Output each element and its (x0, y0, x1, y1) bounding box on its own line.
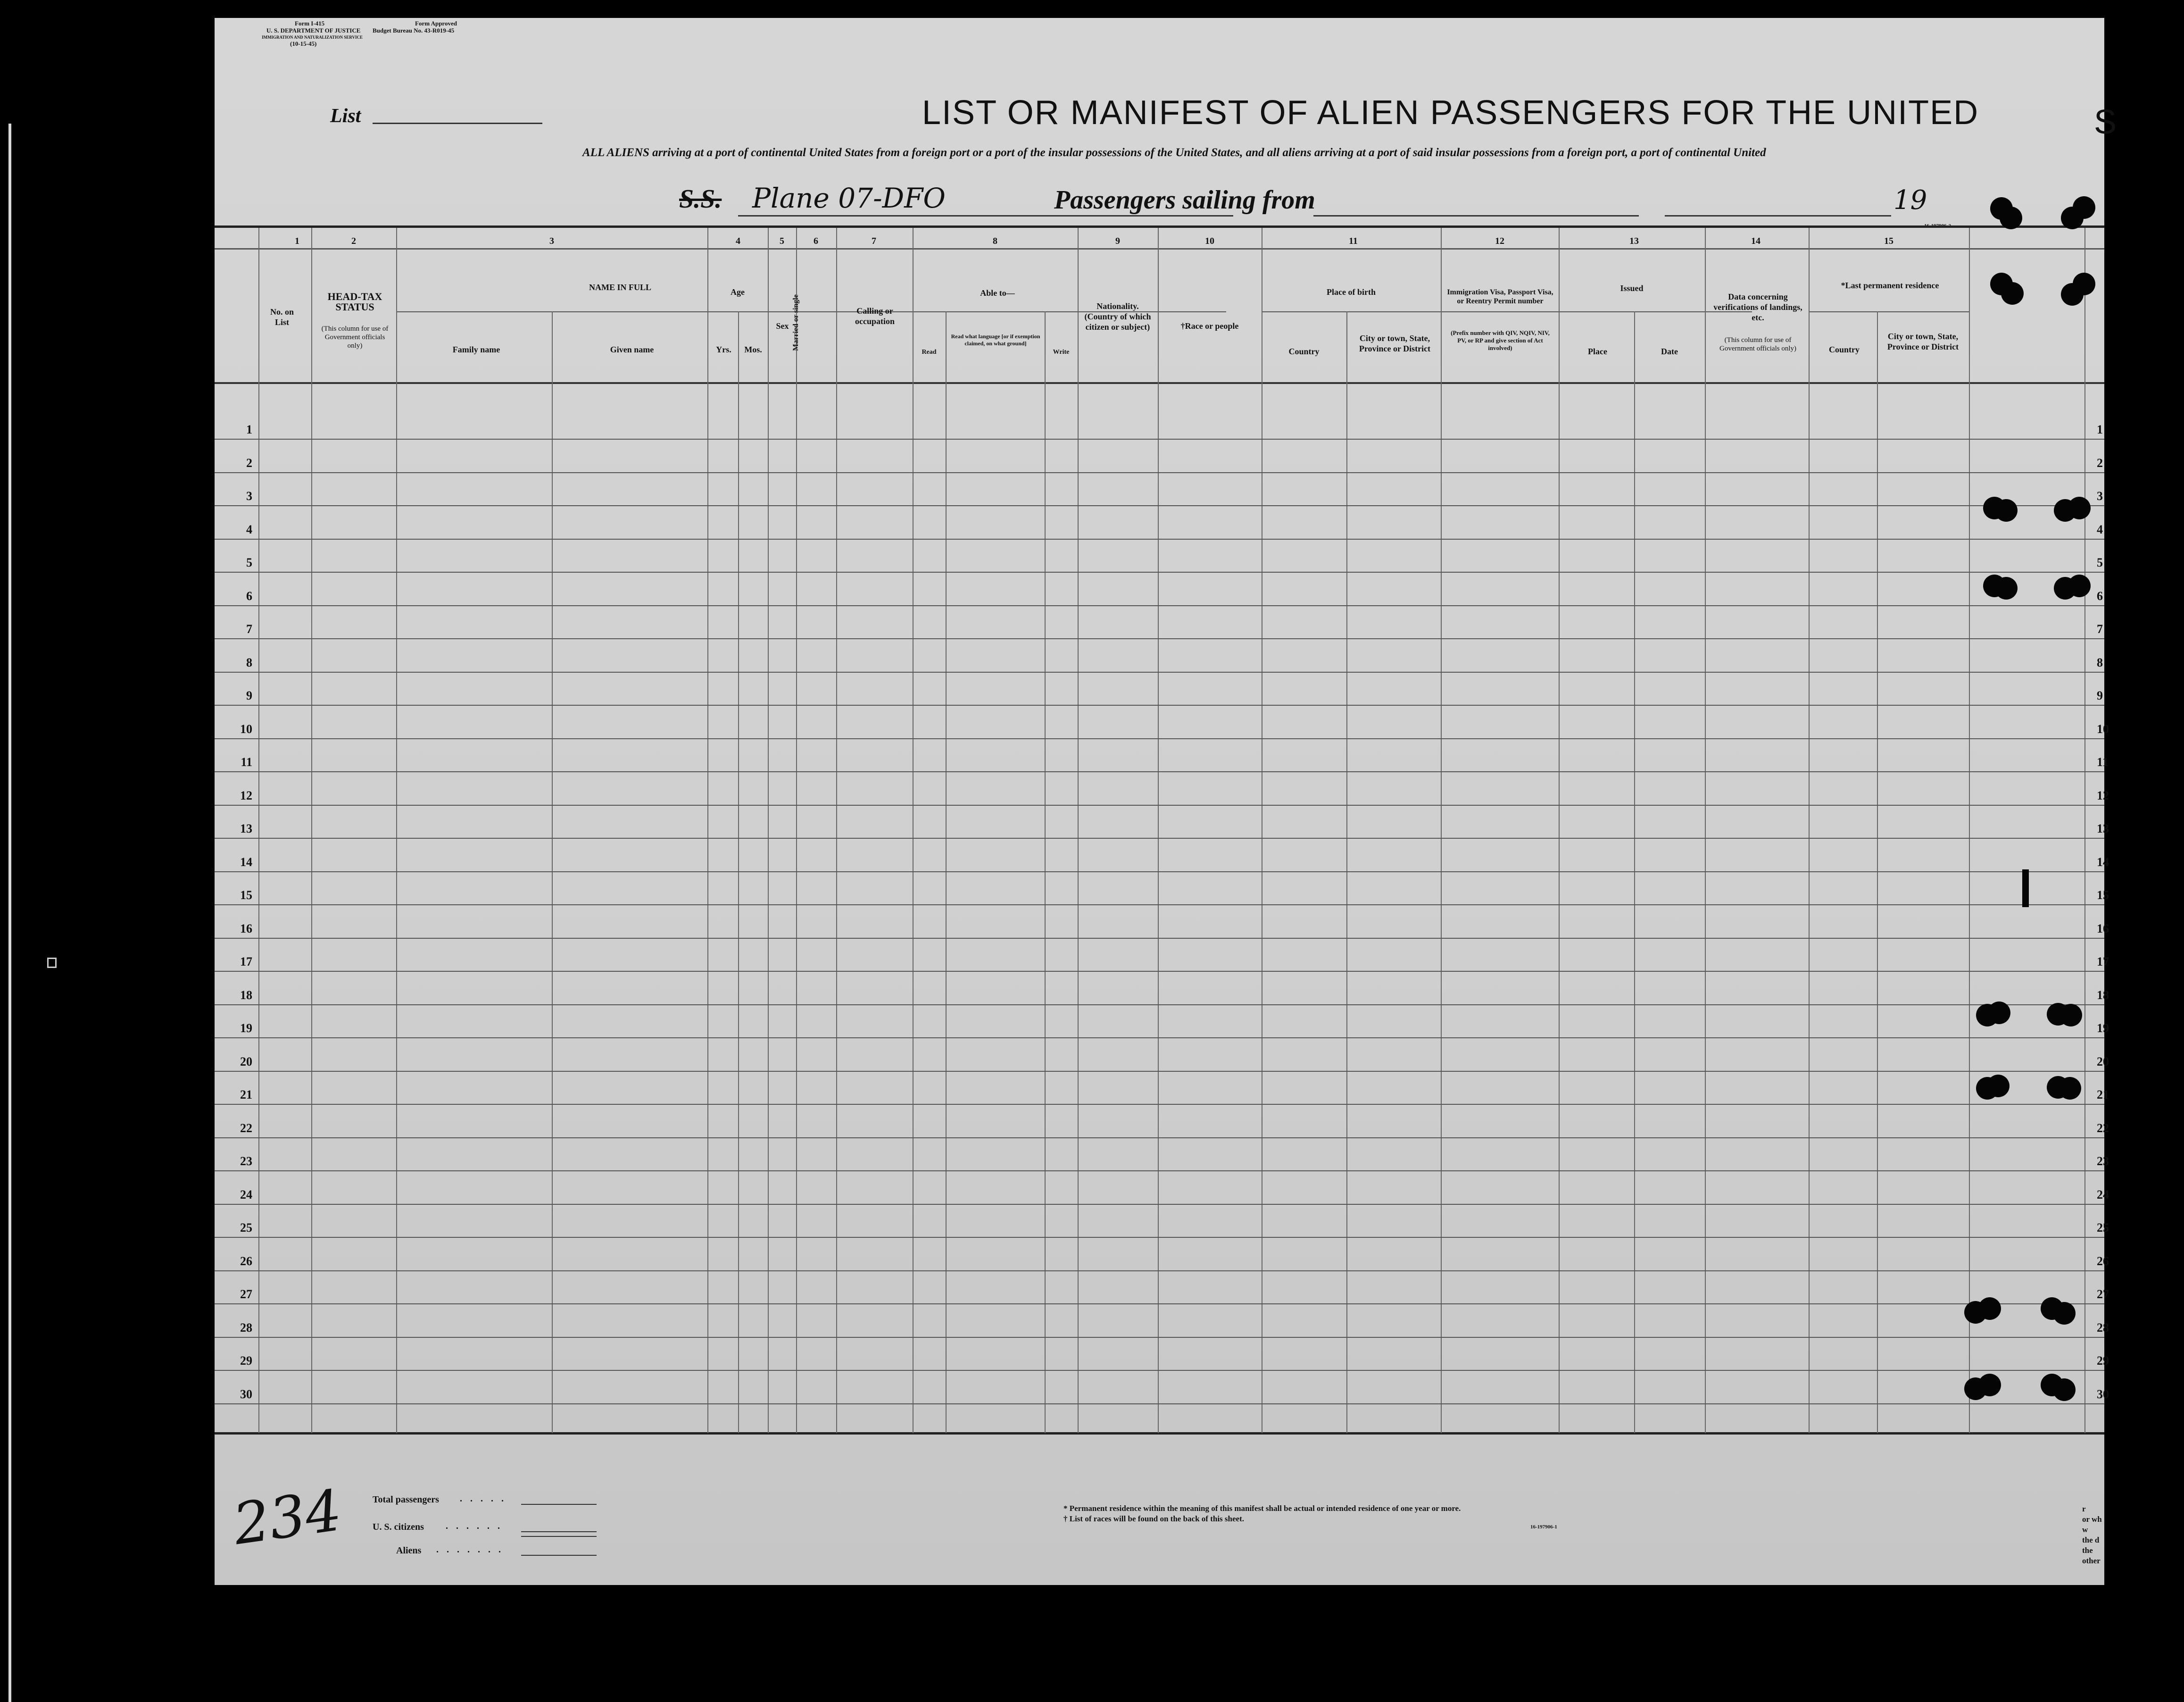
sailing-label: Passengers sailing from (1054, 185, 1315, 215)
row-number-right: 11 (2097, 755, 2109, 769)
colnum-10: 10 (1205, 236, 1214, 246)
hdr-head-tax-note: (This column for use of Government officials only) (321, 325, 389, 350)
row-number-right: 28 (2097, 1321, 2109, 1335)
punch-hole (2053, 1302, 2076, 1325)
colnum-9: 9 (1115, 236, 1120, 246)
row-number-right: 6 (2097, 589, 2103, 603)
header-bottom-border (215, 382, 2104, 384)
header-top-border (215, 225, 2104, 228)
table-row (215, 871, 2104, 872)
row-number: 26 (240, 1254, 252, 1268)
col-line-res-city (1877, 311, 1878, 1433)
table-row (215, 938, 2104, 939)
row-number-right: 21 (2097, 1088, 2109, 1101)
hdr-data-note: (This column for use of Government officials only) (1719, 336, 1796, 352)
row-number-right: 10 (2097, 722, 2109, 736)
row-number-right: 27 (2097, 1287, 2109, 1301)
right-edge-line: the d (2082, 1535, 2100, 1544)
colnum-8: 8 (993, 236, 997, 246)
row-number: 18 (240, 988, 252, 1002)
row-number: 21 (240, 1088, 252, 1101)
scan-edge-line (8, 124, 11, 1702)
col-line-issued (1559, 228, 1560, 1433)
hdr-nationality: Nationality. (Country of which citizen or subject) (1084, 301, 1151, 332)
colnum-15: 15 (1884, 236, 1893, 246)
subheader-divider-c (1262, 311, 1752, 312)
row-number: 29 (240, 1354, 252, 1368)
hdr-read: Read (922, 349, 937, 356)
row-number-right: 16 (2097, 922, 2109, 935)
punch-hole (1978, 1297, 2001, 1320)
hdr-issued-date: Date (1661, 347, 1678, 356)
table-row (215, 805, 2104, 806)
right-edge-line: other (2082, 1556, 2101, 1565)
col-line-age (707, 228, 708, 1433)
punch-hole (2053, 1378, 2076, 1401)
col-line-data (1705, 228, 1706, 1433)
table-row (215, 1204, 2104, 1205)
subheader-divider-d (1809, 311, 1969, 312)
col-line-issued-date (1634, 311, 1635, 1433)
hdr-last-residence: *Last permanent residence (1841, 281, 1939, 290)
row-number: 14 (240, 855, 252, 869)
row-number: 25 (240, 1221, 252, 1235)
table-row (215, 1303, 2104, 1304)
ink-mark (2022, 869, 2029, 907)
table-row (215, 771, 2104, 772)
row-number: 22 (240, 1121, 252, 1135)
form-service: IMMIGRATION AND NATURALIZATION SERVICE (262, 35, 363, 40)
hdr-name-in-full: NAME IN FULL (589, 283, 651, 292)
table-row (215, 838, 2104, 839)
table-row (215, 572, 2104, 573)
hdr-mos: Mos. (744, 345, 762, 354)
note-races: † List of races will be found on the back of this sheet. (1063, 1514, 1244, 1523)
punch-hole (2000, 207, 2022, 229)
row-number: 1 (246, 423, 252, 436)
row-number: 10 (240, 722, 252, 736)
punch-hole (1987, 1075, 2010, 1097)
punch-hole (2001, 282, 2024, 305)
us-citizens-dots: . . . . . . (446, 1521, 503, 1531)
table-row (215, 1071, 2104, 1072)
hdr-res-country: Country (1828, 345, 1860, 354)
punch-hole (2059, 1077, 2081, 1100)
table-row (215, 1104, 2104, 1105)
row-number-right: 19 (2097, 1021, 2109, 1035)
punch-hole (2068, 497, 2091, 519)
total-passengers-blank (521, 1504, 597, 1505)
row-number-right: 15 (2097, 888, 2109, 902)
punch-hole (1978, 1374, 2001, 1396)
us-citizens-label: U. S. citizens (373, 1522, 424, 1532)
row-number: 12 (240, 789, 252, 802)
punch-hole (2073, 196, 2095, 219)
row-number: 2 (246, 456, 252, 470)
colnum-2: 2 (351, 236, 356, 246)
col-line-mos (738, 311, 739, 1433)
subheader-divider-b (913, 311, 1226, 312)
row-number: 7 (246, 622, 252, 636)
hdr-age: Age (731, 287, 745, 297)
row-number-right: 23 (2097, 1154, 2109, 1168)
punch-hole (1995, 499, 2018, 522)
table-row (215, 1004, 2104, 1005)
hdr-family-name: Family name (452, 345, 500, 354)
hdr-res-city: City or town, State, Province or District (1887, 332, 1959, 351)
form-budget: Budget Bureau No. 43-R019-45 (373, 27, 455, 34)
us-citizens-blank (521, 1531, 597, 1532)
total-passengers-label: Total passengers (373, 1494, 439, 1505)
date-blank (1665, 215, 1891, 217)
handwritten-number: 234 (229, 1477, 346, 1558)
right-edge-letter: S (2094, 103, 2117, 141)
punch-hole (1988, 1001, 2010, 1024)
hdr-married: Married or single (792, 294, 800, 351)
row-number-right: 7 (2097, 622, 2103, 636)
row-number-right: 24 (2097, 1188, 2109, 1201)
row-number: 28 (240, 1321, 252, 1335)
colnum-7: 7 (872, 236, 876, 246)
hdr-issued-place: Place (1588, 347, 1607, 356)
row-number: 20 (240, 1055, 252, 1068)
hdr-no-on-list: No. on List (270, 307, 294, 327)
scan-edge-mark (47, 958, 57, 968)
column-number-divider (215, 248, 2104, 250)
manifest-subtitle: ALL ALIENS arriving at a port of continental United States from a foreign port or a port of the insular possessions of the United States, and all aliens arriving at a port of said insular possessions from a foreign port, a port of continental United (582, 146, 1766, 159)
row-number-right: 3 (2097, 489, 2103, 503)
sailing-blank (1313, 215, 1639, 217)
table-row (215, 971, 2104, 972)
table-row (215, 1337, 2104, 1338)
row-number-right: 18 (2097, 988, 2109, 1002)
table-row (215, 1403, 2104, 1404)
col-line-race (1158, 228, 1159, 1433)
table-row (215, 605, 2104, 606)
colnum-12: 12 (1495, 236, 1504, 246)
colnum-3: 3 (549, 236, 554, 246)
colnum-4: 4 (736, 236, 740, 246)
row-number: 15 (240, 888, 252, 902)
form-approved: Form Approved (415, 20, 457, 27)
row-number-right: 20 (2097, 1055, 2109, 1068)
right-edge-line: w (2082, 1525, 2088, 1534)
colnum-13: 13 (1629, 236, 1639, 246)
row-number-right: 5 (2097, 556, 2103, 569)
table-bottom-border (215, 1432, 2104, 1435)
row-number-right: 8 (2097, 656, 2103, 669)
row-number: 24 (240, 1188, 252, 1201)
row-number: 30 (240, 1387, 252, 1401)
colnum-5: 5 (780, 236, 784, 246)
table-row (215, 1170, 2104, 1171)
table-row (215, 904, 2104, 905)
form-number: Form I-415 (295, 20, 325, 27)
row-number-right: 25 (2097, 1221, 2109, 1235)
table-row (215, 705, 2104, 706)
hdr-data-landings: Data concerning verifications of landings, etc. (1713, 292, 1802, 322)
ss-label: S.S. (679, 184, 722, 214)
manifest-title: LIST OR MANIFEST OF ALIEN PASSENGERS FOR THE UNITED (922, 94, 1979, 132)
hdr-able-to: Able to— (980, 288, 1015, 298)
col-line-given (552, 311, 553, 1433)
hdr-birth-country: Country (1288, 347, 1320, 356)
year-prefix: 19 (1893, 185, 1927, 216)
list-blank (373, 123, 542, 124)
punch-hole (2073, 273, 2095, 295)
row-number-right: 17 (2097, 955, 2109, 968)
col-line-calling (836, 228, 837, 1433)
col-line-right-edge (2084, 228, 2085, 1433)
form-date: (10-15-45) (290, 40, 317, 47)
total-passengers-dots: . . . . . (460, 1493, 507, 1504)
hdr-place-of-birth: Place of birth (1327, 287, 1376, 297)
col-line-residence (1809, 228, 1810, 1433)
row-number-right: 22 (2097, 1121, 2109, 1135)
aliens-dots: . . . . . . . (436, 1544, 504, 1555)
hdr-birth-city: City or town, State, Province or District (1359, 334, 1431, 353)
hdr-yrs: Yrs. (716, 345, 731, 354)
ss-handwritten: Plane 07-DFO (752, 182, 946, 214)
row-number-right: 14 (2097, 855, 2109, 869)
punch-hole (2068, 575, 2091, 597)
colnum-14: 14 (1751, 236, 1760, 246)
colnum-1: 1 (295, 236, 299, 246)
row-number: 3 (246, 489, 252, 503)
row-number: 5 (246, 556, 252, 569)
table-row (215, 505, 2104, 506)
row-number-right: 4 (2097, 523, 2103, 536)
hdr-sex: Sex (776, 321, 789, 331)
row-number-right: 13 (2097, 822, 2109, 835)
table-row (215, 1037, 2104, 1038)
row-number: 13 (240, 822, 252, 835)
table-row (215, 472, 2104, 473)
row-number: 16 (240, 922, 252, 935)
right-edge-line: or wh (2082, 1515, 2102, 1524)
row-number: 9 (246, 689, 252, 702)
col-line-sex (768, 228, 769, 1433)
row-number: 8 (246, 656, 252, 669)
col-line-married (796, 228, 797, 1433)
table-row (215, 539, 2104, 540)
right-edge-line: the (2082, 1546, 2093, 1555)
colnum-11: 11 (1349, 236, 1358, 246)
ss-blank (738, 215, 1233, 217)
hdr-race: †Race or people (1180, 321, 1239, 331)
right-edge-line: r (2082, 1504, 2086, 1513)
hdr-calling: Calling or occupation (855, 306, 895, 326)
aliens-blank (521, 1555, 597, 1556)
table-row (215, 738, 2104, 739)
table-row (215, 1270, 2104, 1271)
note-residence: * Permanent residence within the meaning of this manifest shall be actual or intended residence of one year or more. (1063, 1504, 1461, 1513)
table-row (215, 1137, 2104, 1138)
col-line-family (396, 228, 397, 1433)
us-citizens-rule (521, 1536, 597, 1537)
table-row (215, 1237, 2104, 1238)
punch-hole (1995, 577, 2018, 600)
punch-hole (2059, 1004, 2082, 1026)
row-number-right: 29 (2097, 1354, 2109, 1368)
row-number-right: 1 (2097, 423, 2103, 436)
row-number-right: 9 (2097, 689, 2103, 702)
col-line-no (258, 228, 259, 1433)
hdr-visa-note: (Prefix number with QIV, NQIV, NIV, PV, or RP and give section of Act involved) (1451, 329, 1550, 351)
bottom-print-code: 16-197906-1 (1530, 1524, 1557, 1530)
table-row (215, 439, 2104, 440)
hdr-head-tax: HEAD-TAX STATUS (327, 291, 382, 313)
hdr-write: Write (1053, 349, 1070, 356)
hdr-visa: Immigration Visa, Passport Visa, or Reentry Permit number (1447, 288, 1553, 305)
list-label: List (330, 105, 361, 127)
row-number: 23 (240, 1154, 252, 1168)
row-number: 17 (240, 955, 252, 968)
hdr-issued: Issued (1620, 284, 1644, 293)
col-line-write (1045, 311, 1046, 1433)
hdr-given-name: Given name (610, 345, 654, 354)
row-number-right: 30 (2097, 1387, 2109, 1401)
row-number: 6 (246, 589, 252, 603)
right-edge-text (2082, 1504, 2102, 1566)
colnum-6: 6 (814, 236, 818, 246)
row-number: 27 (240, 1287, 252, 1301)
col-line-visa (1441, 228, 1442, 1433)
col-line-right (1969, 228, 1970, 1433)
col-line-birth-city (1346, 311, 1347, 1433)
row-number: 4 (246, 523, 252, 536)
row-number-right: 2 (2097, 456, 2103, 470)
row-number: 11 (241, 755, 252, 769)
table-row (215, 1370, 2104, 1371)
table-row (215, 638, 2104, 639)
row-number-right: 26 (2097, 1254, 2109, 1268)
manifest-sheet (215, 18, 2117, 1585)
row-number-right: 12 (2097, 789, 2109, 802)
col-line-headtax (311, 228, 312, 1433)
col-line-nationality (1078, 228, 1079, 1433)
table-row (215, 672, 2104, 673)
aliens-label: Aliens (396, 1545, 422, 1556)
row-number: 19 (240, 1021, 252, 1035)
col-line-read (946, 311, 947, 1433)
form-department: U. S. DEPARTMENT OF JUSTICE (266, 27, 361, 34)
hdr-read-language: Read what language [or if exemption claimed, on what ground] (951, 333, 1040, 347)
